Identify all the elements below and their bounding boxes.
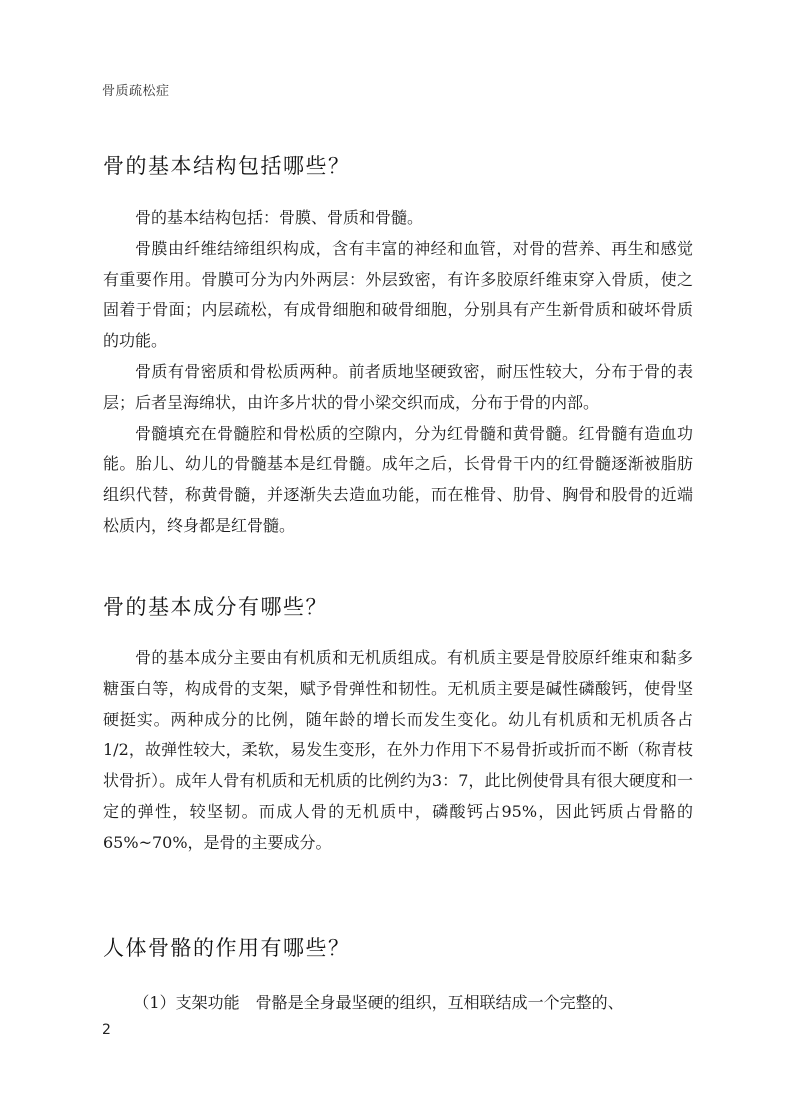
section-body-bone-structure	[103, 203, 693, 542]
paragraph: 骨膜由纤维结缔组织构成，含有丰富的神经和血管，对骨的营养、再生和感觉有重要作用。骨膜可分为内外两层：外层致密，有许多胶原纤维束穿入骨质，使之固着于骨面；内层疏松，有成骨细胞和破骨细胞，分别具有产生新骨质和破坏骨质的功能。	[103, 238, 693, 351]
section-body-bone-composition	[103, 643, 693, 859]
section-heading-bone-structure: 骨的基本结构包括哪些？	[103, 154, 351, 178]
section-body-skeleton-functions	[103, 988, 693, 1019]
page-number: 2	[102, 1022, 111, 1038]
paragraph: 骨质有骨密质和骨松质两种。前者质地坚硬致密，耐压性较大，分布于骨的表层；后者呈海绵状，由许多片状的骨小梁交织而成，分布于骨的内部。	[103, 361, 693, 412]
running-header-title: 骨质疏松症	[102, 84, 170, 99]
paragraph: 骨髓填充在骨髓腔和骨松质的空隙内，分为红骨髓和黄骨髓。红骨髓有造血功能。胎儿、幼儿的骨髓基本是红骨髓。成年之后，长骨骨干内的红骨髓逐渐被脂肪组织代替，称黄骨髓，并逐渐失去造血功能，而在椎骨、肋骨、胸骨和股骨的近端松质内，终身都是红骨髓。	[103, 423, 693, 535]
section-heading-bone-composition: 骨的基本成分有哪些？	[103, 595, 328, 619]
paragraph: （1）支架功能 骨骼是全身最坚硬的组织，互相联结成一个完整的、	[133, 993, 624, 1012]
section-heading-skeleton-functions: 人体骨骼的作用有哪些？	[103, 936, 351, 960]
paragraph: 骨的基本结构包括：骨膜、骨质和骨髓。	[135, 208, 424, 227]
paragraph: 骨的基本成分主要由有机质和无机质组成。有机质主要是骨胶原纤维束和黏多糖蛋白等，构成骨的支架，赋予骨弹性和韧性。无机质主要是碱性磷酸钙，使骨坚硬挺实。两种成分的比例，随年龄的增长而发生变化。幼儿有机质和无机质各占1/2，故弹性较大，柔软，易发生变形，在外力作用下不易骨折或折而不断（称青枝状骨折）。成年人骨有机质和无机质的比例约为3：7，此比例使骨具有很大硬度和一定的弹性，较坚韧。而成人骨的无机质中，磷酸钙占95%，因此钙质占骨骼的65%~70%，是骨的主要成分。	[103, 648, 693, 852]
